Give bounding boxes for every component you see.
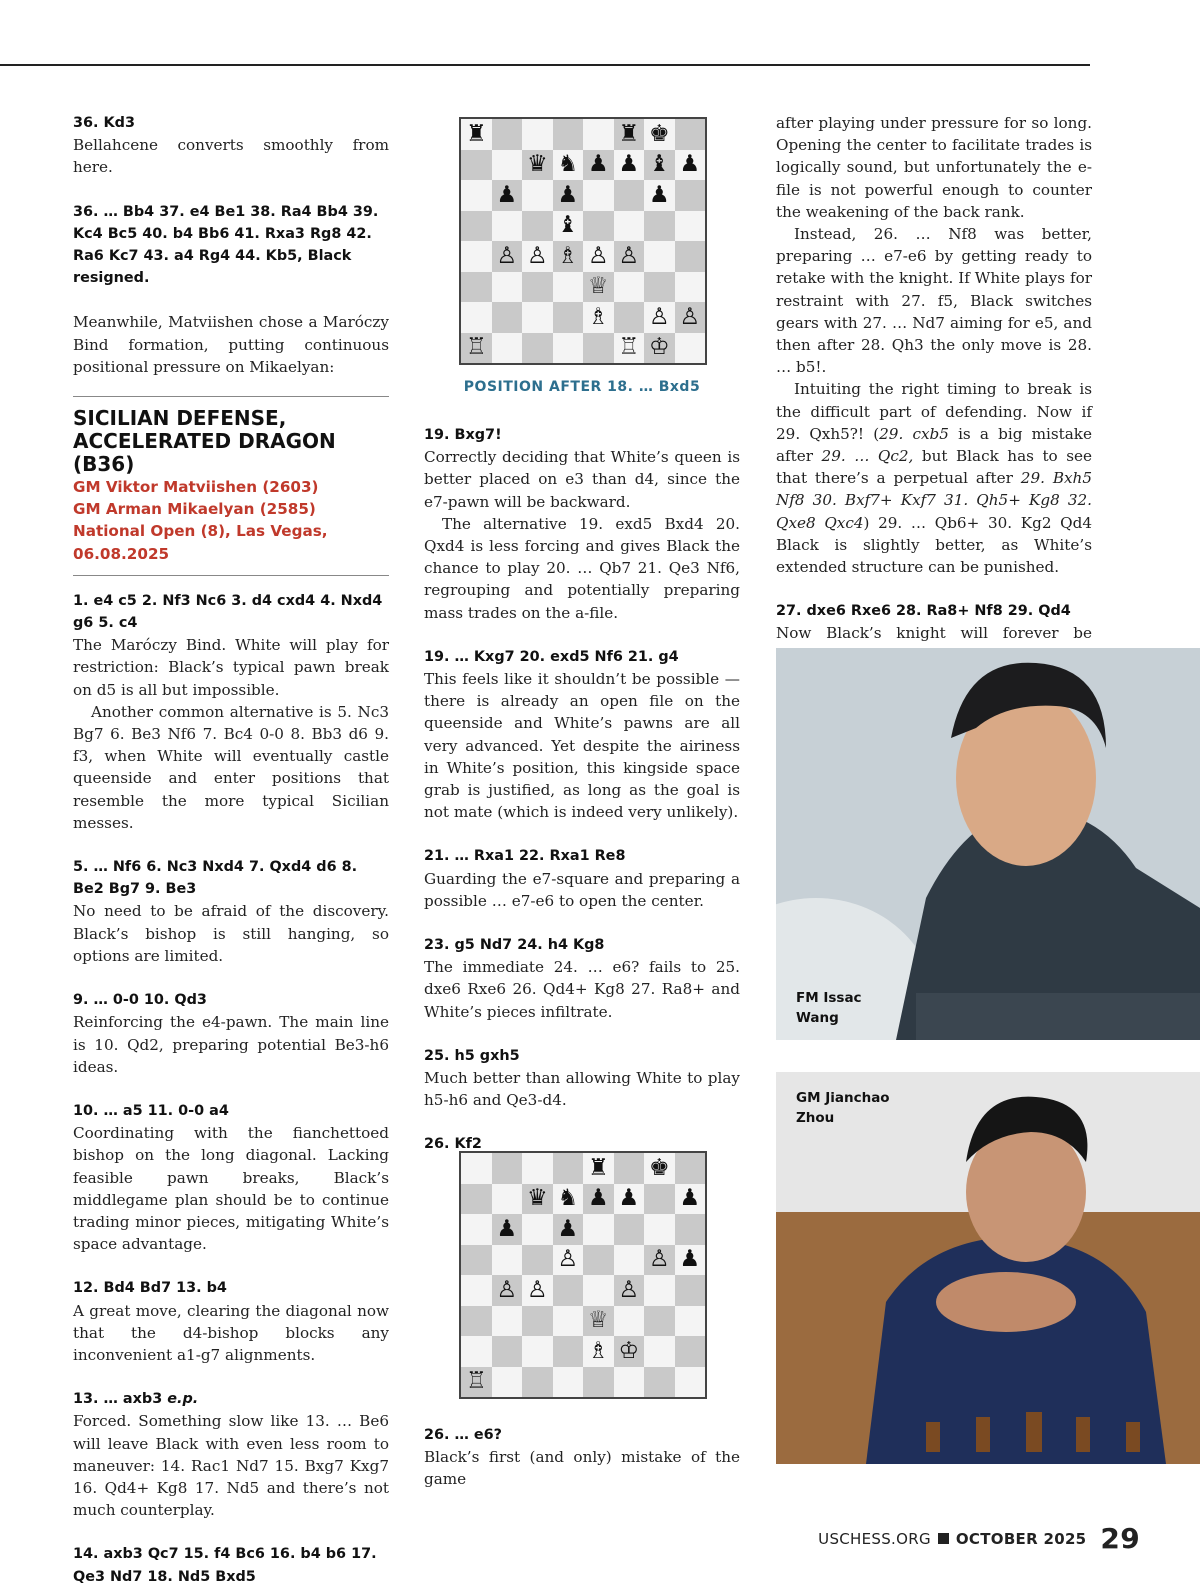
annotation: Coordinating with the fianchettoed bishop on the long diagonal. Lacking feasible pawn breaks, Black’s middlegame plan should be to continue trading minor pieces, mitigating White’s space advantage. — [73, 1124, 389, 1254]
board-square — [553, 1306, 584, 1337]
board-square — [461, 1214, 492, 1245]
board-square — [644, 1184, 675, 1215]
board-square: ♙ — [522, 1275, 553, 1306]
board-square: ♟ — [614, 150, 645, 181]
board-square — [675, 119, 706, 150]
board-square — [614, 272, 645, 303]
move-line: 27. dxe6 Rxe6 28. Ra8+ Nf8 29. Qd4 — [776, 603, 1071, 620]
white-player: GM Viktor Matviishen (2603) — [73, 478, 319, 497]
move-line: 36. … Bb4 37. e4 Be1 38. Ra4 Bb4 39. Kc4 Bc5 40. b4 Bb6 41. Rxa3 Rg8 42. Ra6 Kc7 43. a4 Rg4 44. Kb5, Black resigned. — [73, 203, 379, 287]
board-square — [583, 1245, 614, 1276]
annotation: A great move, clearing the diagonal now that the d4-bishop blocks any inconvenient a1-g7 alignments. — [73, 1301, 389, 1364]
board-square: ♕ — [583, 272, 614, 303]
divider — [73, 575, 389, 576]
board-square: ♙ — [492, 241, 523, 272]
board-square — [614, 1245, 645, 1276]
move-line — [73, 1388, 389, 1410]
board-square — [461, 302, 492, 333]
board-square — [583, 1367, 614, 1398]
annotation-variation: 29. cxb5 — [879, 424, 949, 443]
board-square — [675, 1153, 706, 1184]
board-square — [675, 1336, 706, 1367]
board-square — [644, 1336, 675, 1367]
board-square — [461, 211, 492, 242]
board-square: ♝ — [553, 211, 584, 242]
annotation: No need to be afraid of the discovery. Black’s bishop is still hanging, so options are limited. — [73, 902, 389, 965]
board-square — [461, 1306, 492, 1337]
board-square — [614, 1367, 645, 1398]
board-square: ♖ — [461, 333, 492, 364]
board-square: ♚ — [644, 119, 675, 150]
board-square — [644, 1367, 675, 1398]
board-square: ♝ — [644, 150, 675, 181]
board-square: ♞ — [553, 1184, 584, 1215]
board-square — [675, 1275, 706, 1306]
annotation: Now Black’s knight will forever be — [776, 624, 1092, 643]
annotation: Instead, 26. … Nf8 was better, preparing … e7-e6 by getting ready to retake with the knight. If White plays for restraint with 27. f5, Black switches gears with 27. … Nd7 aiming for e5, and then after 28. Qh3 the only move is 28. … b5!. — [776, 225, 1092, 377]
column-2-bottom — [424, 1424, 740, 1491]
photo-caption-line: Zhou — [796, 1110, 835, 1126]
board-square: ♙ — [522, 241, 553, 272]
move-line: 1. e4 c5 2. Nf3 Nc6 3. d4 cxd4 4. Nxd4 g6 5. c4 — [73, 592, 383, 632]
board-square: ♙ — [614, 241, 645, 272]
board-square — [553, 1153, 584, 1184]
board-square: ♖ — [461, 1367, 492, 1398]
board-square — [675, 272, 706, 303]
board-square: ♟ — [644, 180, 675, 211]
board-square — [675, 180, 706, 211]
date: 06.08.2025 — [73, 544, 170, 563]
board-square — [675, 333, 706, 364]
photo-caption-line: GM Jianchao — [796, 1090, 890, 1106]
board-square — [492, 1367, 523, 1398]
board-square — [492, 150, 523, 181]
board-square — [522, 1245, 553, 1276]
board-square — [522, 272, 553, 303]
board-square: ♟ — [583, 150, 614, 181]
move-line: 12. Bd4 Bd7 13. b4 — [73, 1280, 227, 1297]
board-square: ♗ — [583, 302, 614, 333]
board-square — [492, 1336, 523, 1367]
annotation: This feels like it shouldn’t be possible — there is already an open file on the queenside and White’s pawns are all very advanced. Yet despite the airiness in White’s position, this kingside space grab is justified, as long as the goal is not mate (which is indeed very unlikely). — [424, 670, 740, 822]
annotation: The alternative 19. exd5 Bxd4 20. Qxd4 is less forcing and gives Black the chance to play 20. … Qb7 21. Qe3 Nf6, regrouping and potentially preparing mass trades on the a-file. — [424, 514, 740, 622]
photo-caption-line: FM Issac — [796, 990, 862, 1006]
move-line: 19. Bxg7! — [424, 427, 502, 443]
board-square — [675, 211, 706, 242]
board-square — [553, 302, 584, 333]
photo-illustration — [776, 648, 1200, 1040]
board-square — [675, 1367, 706, 1398]
board-square — [644, 241, 675, 272]
annotation-part: is a big mistake after — [776, 424, 1092, 466]
annotation-variation: 29. … Qc2, — [821, 447, 914, 466]
annotation: Another common alternative is 5. Nc3 Bg7 6. Be3 Nf6 7. Bc4 0-0 8. Bb3 d6 9. f3, when White will eventually castle queenside and enter positions that resemble the more typical Sicilian messes. — [73, 702, 389, 832]
board-square — [522, 211, 553, 242]
black-player: GM Arman Mikaelyan (2585) — [73, 500, 316, 519]
annotation-part: but Black has to see that there’s a perpetual after — [776, 447, 1092, 488]
board-square: ♗ — [553, 241, 584, 272]
move-text: 13. … axb3 — [73, 1391, 168, 1408]
board-square — [492, 1153, 523, 1184]
move-line: 26. … e6? — [424, 1427, 503, 1443]
annotation — [776, 378, 1092, 578]
board-square: ♔ — [644, 333, 675, 364]
board-square — [522, 1214, 553, 1245]
board-square — [492, 1184, 523, 1215]
board-square — [522, 1336, 553, 1367]
board-square — [553, 1367, 584, 1398]
column-3 — [776, 112, 1092, 689]
board-square — [492, 1245, 523, 1276]
board-square: ♟ — [553, 1214, 584, 1245]
board-square — [675, 241, 706, 272]
move-line: 14. axb3 Qc7 15. f4 Bc6 16. b4 b6 17. Qe3 Nd7 18. Nd5 Bxd5 — [73, 1546, 377, 1585]
board-square — [644, 272, 675, 303]
top-rule — [0, 64, 1090, 66]
board-square — [461, 180, 492, 211]
photo-player-2 — [776, 1072, 1200, 1464]
board-square — [461, 1153, 492, 1184]
chess-diagram-2 — [459, 1151, 707, 1399]
board-square: ♗ — [583, 1336, 614, 1367]
annotation: Meanwhile, Matviishen chose a Maróczy Bind formation, putting continuous positional pressure on Mikaelyan: — [73, 313, 389, 376]
board-square — [583, 1275, 614, 1306]
board-square — [675, 1214, 706, 1245]
move-line: 26. Kf2 — [424, 1136, 482, 1153]
photo-player-1 — [776, 648, 1200, 1040]
annotation: Black’s first (and only) mistake of the game — [424, 1448, 740, 1489]
board-square: ♛ — [522, 150, 553, 181]
board-square: ♜ — [614, 119, 645, 150]
board-square — [522, 180, 553, 211]
board-square — [492, 1306, 523, 1337]
board-square: ♙ — [492, 1275, 523, 1306]
board-square — [461, 1184, 492, 1215]
board-square — [461, 272, 492, 303]
board-square — [583, 1214, 614, 1245]
board-square: ♟ — [492, 180, 523, 211]
annotation: Reinforcing the e4-pawn. The main line is 10. Qd2, preparing potential Be3-h6 ideas. — [73, 1013, 389, 1076]
board-square — [492, 119, 523, 150]
move-line: 5. … Nf6 6. Nc3 Nxd4 7. Qxd4 d6 8. Be2 Bg7 9. Be3 — [73, 859, 358, 898]
board-square: ♛ — [522, 1184, 553, 1215]
board-square — [675, 1306, 706, 1337]
board-square: ♟ — [583, 1184, 614, 1215]
board-square: ♟ — [553, 180, 584, 211]
annotation-variation: 29. Bxh5 Nf8 30. Bxf7+ Kxf7 31. Qh5+ Kg8 32. Qxe8 Qxc4 — [776, 469, 1092, 532]
board-square — [614, 1153, 645, 1184]
board-square — [553, 1275, 584, 1306]
game-title: SICILIAN DEFENSE, ACCELERATED DRAGON (B36) — [73, 406, 336, 477]
move-line: 25. h5 gxh5 — [424, 1047, 520, 1064]
board-square — [522, 119, 553, 150]
issue-month: OCTOBER 2025 — [955, 1529, 1087, 1548]
column-2 — [424, 424, 740, 1156]
board-square: ♟ — [675, 1184, 706, 1215]
page-footer — [818, 1522, 1140, 1555]
column-1 — [73, 112, 389, 1588]
board-square: ♙ — [553, 1245, 584, 1276]
board-square — [553, 272, 584, 303]
board-square: ♟ — [492, 1214, 523, 1245]
move-line: 23. g5 Nd7 24. h4 Kg8 — [424, 937, 605, 954]
page-number: 29 — [1100, 1522, 1140, 1555]
diagram-caption: POSITION AFTER 18. … Bxd5 — [463, 379, 701, 395]
board-square — [522, 302, 553, 333]
board-square — [614, 211, 645, 242]
annotation: The Maróczy Bind. White will play for restriction: Black’s typical pawn break on d5 is all but impossible. — [73, 636, 389, 699]
board-square — [461, 1245, 492, 1276]
board-square: ♜ — [461, 119, 492, 150]
board-square — [553, 119, 584, 150]
annotation: Bellahcene converts smoothly from here. — [73, 136, 389, 177]
separator-square — [938, 1533, 949, 1544]
board-square — [644, 1275, 675, 1306]
move-line: 19. … Kxg7 20. exd5 Nf6 21. g4 — [424, 648, 679, 665]
move-line: 36. Kd3 — [73, 115, 135, 131]
board-square: ♔ — [614, 1336, 645, 1367]
chess-diagram-1 — [459, 117, 707, 365]
move-suffix: e.p. — [167, 1391, 199, 1408]
board-square — [522, 1306, 553, 1337]
board-square — [461, 1275, 492, 1306]
move-line: 9. … 0-0 10. Qd3 — [73, 992, 207, 1009]
board-square: ♟ — [614, 1184, 645, 1215]
board-square — [461, 150, 492, 181]
event: National Open (8), Las Vegas, — [73, 522, 328, 541]
board-square: ♟ — [675, 1245, 706, 1276]
board-square — [644, 1214, 675, 1245]
annotation: Guarding the e7-square and preparing a possible … e7-e6 to open the center. — [424, 869, 740, 910]
board-square — [583, 333, 614, 364]
annotation: Correctly deciding that White’s queen is better placed on e3 than d4, since the e7-pawn will be backward. — [424, 448, 740, 511]
board-square: ♞ — [553, 150, 584, 181]
board-square — [492, 272, 523, 303]
board-square: ♙ — [644, 302, 675, 333]
board-square — [553, 333, 584, 364]
board-square — [583, 211, 614, 242]
board-square — [492, 302, 523, 333]
move-line: 10. … a5 11. 0-0 a4 — [73, 1102, 229, 1119]
board-square: ♙ — [614, 1275, 645, 1306]
board-square — [492, 211, 523, 242]
annotation-part: ) 29. … Qb6+ 30. Kg2 Qd4 Black is slightly better, as White’s extended structure can be punished. — [776, 513, 1092, 577]
board-square — [583, 119, 614, 150]
board-square: ♙ — [675, 302, 706, 333]
board-square — [522, 333, 553, 364]
board-square — [461, 1336, 492, 1367]
annotation: Much better than allowing White to play h5-h6 and Qe3-d4. — [424, 1069, 740, 1110]
divider — [73, 396, 389, 397]
board-square — [583, 180, 614, 211]
photo-illustration — [776, 1072, 1200, 1464]
board-square — [522, 1153, 553, 1184]
board-square — [492, 333, 523, 364]
board-square — [614, 302, 645, 333]
board-square: ♚ — [644, 1153, 675, 1184]
board-square — [553, 1336, 584, 1367]
annotation: The immediate 24. … e6? fails to 25. dxe6 Rxe6 26. Qd4+ Kg8 27. Ra8+ and White’s pieces infiltrate. — [424, 958, 740, 1021]
board-square: ♟ — [675, 150, 706, 181]
board-square — [614, 180, 645, 211]
site-name: USCHESS.ORG — [818, 1529, 931, 1548]
photo-caption-line: Wang — [796, 1010, 839, 1026]
board-square: ♙ — [644, 1245, 675, 1276]
board-square — [644, 1306, 675, 1337]
move-line: 21. … Rxa1 22. Rxa1 Re8 — [424, 848, 626, 865]
board-square — [522, 1367, 553, 1398]
board-square — [461, 241, 492, 272]
board-square — [644, 211, 675, 242]
board-square: ♜ — [583, 1153, 614, 1184]
annotation: Forced. Something slow like 13. … Be6 will leave Black with even less room to maneuver: 14. Rac1 Nd7 15. Bxg7 Kxg7 16. Qd4+ Kg8 17. Nd5 and there’s not much counterplay. — [73, 1412, 389, 1520]
board-square: ♖ — [614, 333, 645, 364]
board-square — [614, 1306, 645, 1337]
board-square — [614, 1214, 645, 1245]
annotation: after playing under pressure for so long. Opening the center to facilitate trades is logically sound, but unfortunately the e-file is not powerful enough to counter the weakening of the back rank. — [776, 114, 1092, 221]
board-square: ♙ — [583, 241, 614, 272]
annotation-part: Intuiting the right timing to break is the difficult part of defending. Now if 29. Qxh5?! ( — [776, 380, 1092, 443]
board-square: ♕ — [583, 1306, 614, 1337]
